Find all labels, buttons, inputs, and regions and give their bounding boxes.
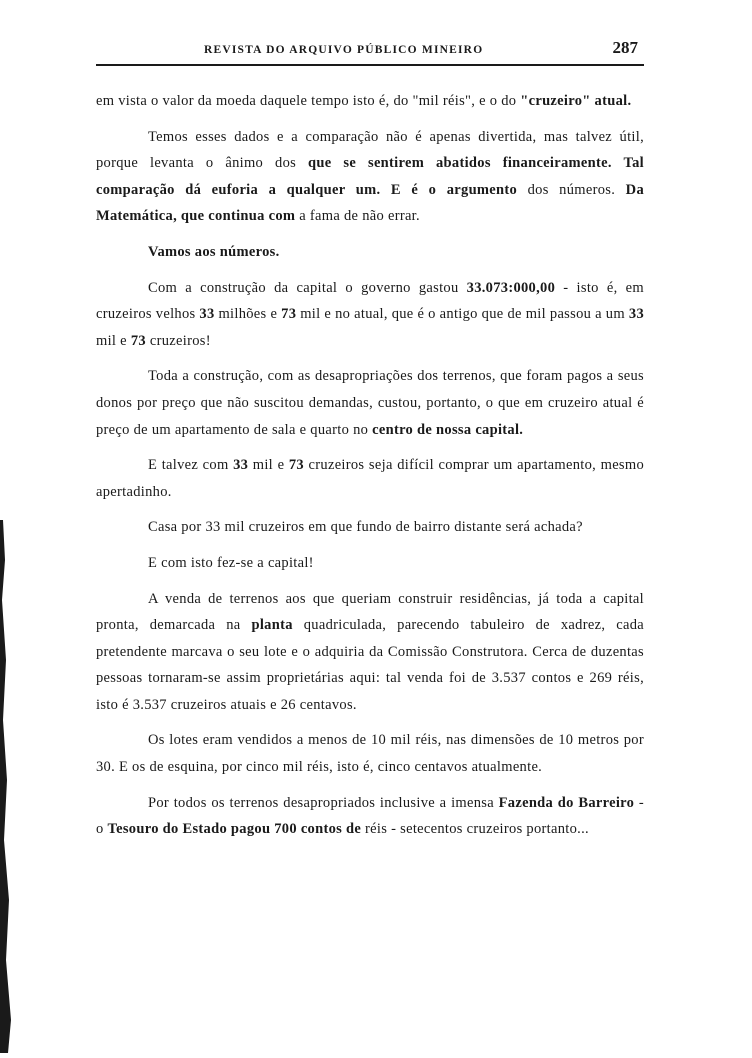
text-run: réis - setecentos cruzeiros portanto... xyxy=(361,821,589,838)
bold-text-run: 73 xyxy=(130,332,146,349)
text-run: dos números. xyxy=(517,181,626,198)
text-run: Por todos os terrenos desapropriados inclusive a imensa xyxy=(148,794,499,811)
text-run: Toda a construção, com as desapropriações dos terrenos, que foram pagos a seus donos por preço que não suscitou demandas, custou, portanto, o que em cruzeiro atual é preço de um apartamento de sala e quarto no xyxy=(96,368,644,438)
text-run: A venda de terrenos aos que queriam construir residências, já toda a capital pronta, demarcada na xyxy=(96,590,644,634)
paragraph xyxy=(96,239,644,266)
paragraph xyxy=(96,727,644,780)
paragraph xyxy=(96,88,644,115)
bold-text-run: "cruzeiro" atual. xyxy=(520,93,632,109)
text-run: E talvez com xyxy=(148,457,234,474)
paragraph xyxy=(96,550,644,577)
bold-text-run: Tesouro do Estado pagou 700 contos de xyxy=(107,821,362,838)
bold-text-run: que se sentirem abatidos financeiramente. Tal comparação dá euforia a qualquer um. E é o argumento xyxy=(96,155,644,198)
bold-text-run: centro de nossa capital. xyxy=(372,421,524,438)
paragraph xyxy=(96,452,644,505)
text-run: mil e no atual, que é o antigo que de mil passou a um xyxy=(296,306,629,323)
text-run: mil e xyxy=(248,457,289,474)
text-run: - isto é, em cruzeiros velhos xyxy=(96,279,644,323)
text-run: Com a construção da capital o governo gastou xyxy=(148,279,467,296)
text-run: a fama de não errar. xyxy=(295,208,420,225)
bold-text-run: Vamos aos números. xyxy=(148,243,280,260)
text-run: Casa por 33 mil cruzeiros em que fundo de bairro distante será achada? xyxy=(148,519,583,536)
journal-title: REVISTA DO ARQUIVO PÚBLICO MINEIRO xyxy=(204,44,484,56)
bold-text-run: 33 xyxy=(628,306,645,323)
text-run: Os lotes eram vendidos a menos de 10 mil réis, nas dimensões de 10 metros por 30. E os de esquina, por cinco mil réis, isto é, cinco centavos atualmente. xyxy=(96,732,644,776)
text-run: Temos esses dados e a comparação não é apenas divertida, mas talvez útil, porque levanta o ânimo dos xyxy=(96,128,644,172)
text-run: mil e xyxy=(96,332,131,349)
paragraph xyxy=(96,790,644,843)
paragraph xyxy=(96,363,644,443)
text-run: - o xyxy=(96,794,645,838)
bold-text-run: planta xyxy=(251,617,293,634)
bold-text-run: Fazenda do Barreiro xyxy=(498,794,635,811)
text-run: cruzeiros! xyxy=(145,332,211,349)
paragraph xyxy=(96,275,644,355)
paragraph xyxy=(96,514,644,541)
text-run: E com isto fez-se a capital! xyxy=(148,554,314,571)
text-run: milhões e xyxy=(214,306,282,323)
text-run: cruzeiros seja difícil comprar um apartamento, mesmo apertadinho. xyxy=(96,457,644,500)
page-number: 287 xyxy=(612,38,638,57)
bold-text-run: 33 xyxy=(199,306,215,323)
paragraph xyxy=(96,586,644,719)
text-run: em vista o valor da moeda daquele tempo isto é, do "mil réis", e o do xyxy=(96,93,521,109)
book-page xyxy=(96,36,644,852)
page-edge-shadow xyxy=(0,520,12,1053)
text-run: quadriculada, parecendo tabuleiro de xadrez, cada pretendente marcava o seu lote e o adquiria da Comissão Construtora. Cerca de duzentas pessoas tornaram-se assim proprietárias aqui: tal venda foi de 3.537 contos e 269 réis, isto é 3.537 cruzeiros atuais e 26 centavos. xyxy=(96,617,644,713)
paragraph xyxy=(96,124,644,230)
bold-text-run: 73 xyxy=(288,457,304,474)
bold-text-run: 73 xyxy=(281,306,297,323)
bold-text-run: 33 xyxy=(233,457,249,474)
running-header xyxy=(96,36,644,66)
bold-text-run: 33.073:000,00 xyxy=(466,279,556,296)
body-text xyxy=(96,88,644,843)
bold-text-run: Da Matemática, que continua com xyxy=(96,181,644,225)
